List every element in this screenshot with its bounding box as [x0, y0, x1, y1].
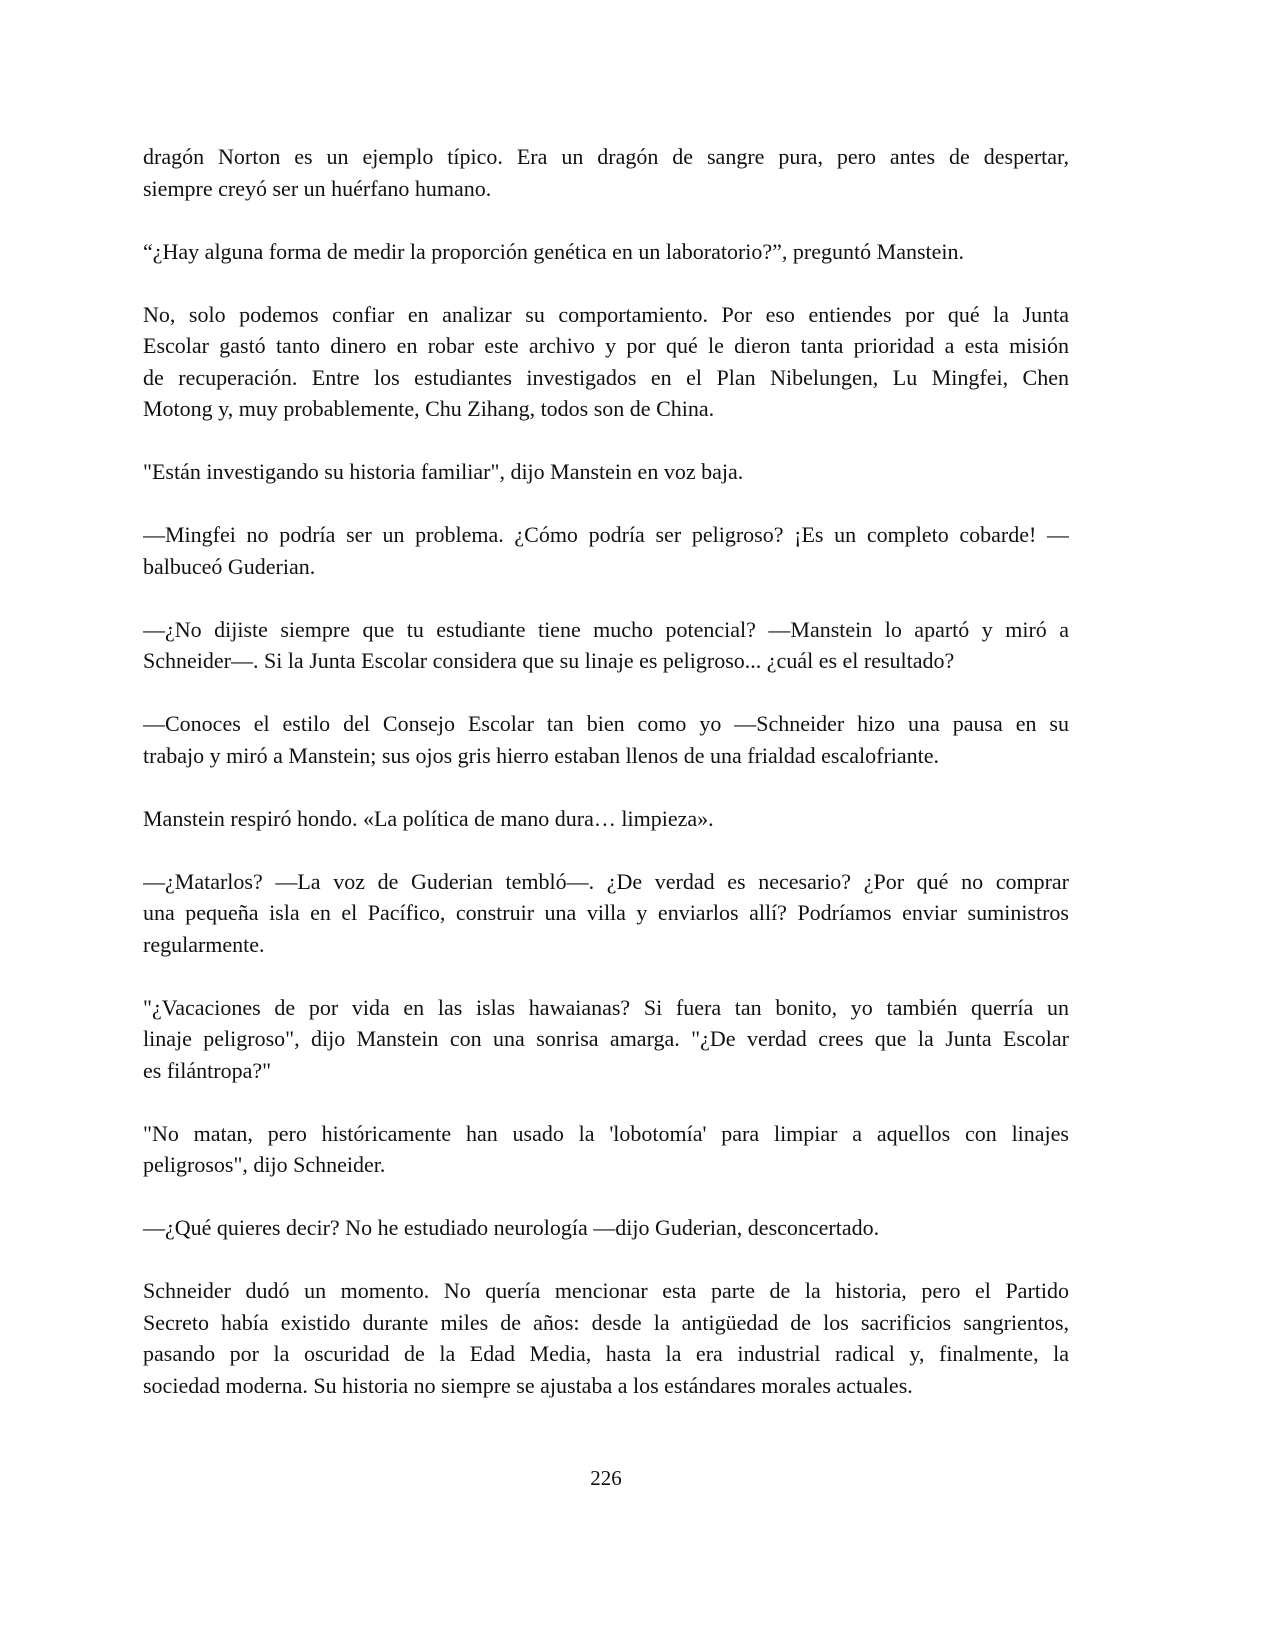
text-line: una pequeña isla en el Pacífico, construir una villa y enviarlos allí? Podríamos enviar suministros	[143, 900, 1069, 925]
text-line: "No matan, pero históricamente han usado la 'lobotomía' para limpiar a aquellos con linajes	[143, 1120, 1069, 1146]
paragraph	[143, 236, 1069, 268]
paragraph	[143, 1118, 1069, 1181]
text-line: "Están investigando su historia familiar", dijo Manstein en voz baja.	[143, 459, 744, 484]
paragraph	[143, 299, 1069, 425]
text-line: de recuperación. Entre los estudiantes investigados en el Plan Nibelungen, Lu Mingfei, Chen	[143, 364, 1069, 390]
text-line: sociedad moderna. Su historia no siempre se ajustaba a los estándares morales actuales.	[143, 1372, 913, 1398]
paragraph	[143, 866, 1069, 961]
paragraph	[143, 1275, 1069, 1401]
paragraph	[143, 992, 1069, 1087]
text-line: siempre creyó ser un huérfano humano.	[143, 175, 492, 201]
text-line: trabajo y miró a Manstein; sus ojos gris hierro estaban llenos de una frialdad escalofriante.	[143, 742, 940, 768]
text-line: regularmente.	[143, 931, 265, 957]
text-line: Escolar gastó tanto dinero en robar este archivo y por qué le dieron tanta prioridad a esta misión	[143, 333, 1069, 358]
text-line: —¿Matarlos? —La voz de Guderian tembló—. ¿De verdad es necesario? ¿Por qué no comprar	[143, 868, 1069, 894]
paragraph	[143, 614, 1069, 677]
paragraph	[143, 141, 1069, 204]
text-line: es filántropa?"	[143, 1057, 272, 1083]
text-line: "¿Vacaciones de por vida en las islas hawaianas? Si fuera tan bonito, yo también querría un	[143, 994, 1069, 1020]
text-line: Schneider dudó un momento. No quería mencionar esta parte de la historia, pero el Partido	[143, 1278, 1069, 1303]
paragraph	[143, 519, 1069, 582]
text-line: pasando por la oscuridad de la Edad Media, hasta la era industrial radical y, finalmente, la	[143, 1341, 1069, 1366]
text-line: Secreto había existido durante miles de años: desde la antigüedad de los sacrificios sangrientos,	[143, 1309, 1069, 1335]
text-line: Schneider—. Si la Junta Escolar considera que su linaje es peligroso... ¿cuál es el resultado?	[143, 648, 955, 673]
text-line: balbuceó Guderian.	[143, 553, 316, 579]
text-line: peligrosos", dijo Schneider.	[143, 1152, 386, 1177]
text-line: —Mingfei no podría ser un problema. ¿Cómo podría ser peligroso? ¡Es un completo cobarde! —	[143, 522, 1069, 547]
page-number: 226	[590, 1466, 622, 1490]
text-line: Motong y, muy probablemente, Chu Zihang, todos son de China.	[143, 396, 715, 421]
paragraph	[143, 1212, 1069, 1244]
text-line: “¿Hay alguna forma de medir la proporción genética en un laboratorio?”, preguntó Manstein.	[143, 238, 965, 264]
text-line: —¿Qué quieres decir? No he estudiado neurología —dijo Guderian, desconcertado.	[143, 1215, 880, 1240]
text-line: —¿No dijiste siempre que tu estudiante tiene mucho potencial? —Manstein lo apartó y miró a	[143, 616, 1069, 642]
paragraph	[143, 803, 1069, 835]
text-line: linaje peligroso", dijo Manstein con una sonrisa amarga. "¿De verdad crees que la Junta Escolar	[143, 1026, 1069, 1051]
text-line: No, solo podemos confiar en analizar su comportamiento. Por eso entiendes por qué la Junta	[143, 301, 1069, 327]
text-line: Manstein respiró hondo. «La política de mano dura… limpieza».	[143, 805, 714, 831]
text-line: dragón Norton es un ejemplo típico. Era un dragón de sangre pura, pero antes de despertar,	[143, 144, 1069, 169]
paragraph	[143, 708, 1069, 771]
text-line: —Conoces el estilo del Consejo Escolar tan bien como yo —Schneider hizo una pausa en su	[143, 711, 1069, 736]
paragraph	[143, 456, 1069, 488]
page-body	[143, 141, 1069, 1433]
